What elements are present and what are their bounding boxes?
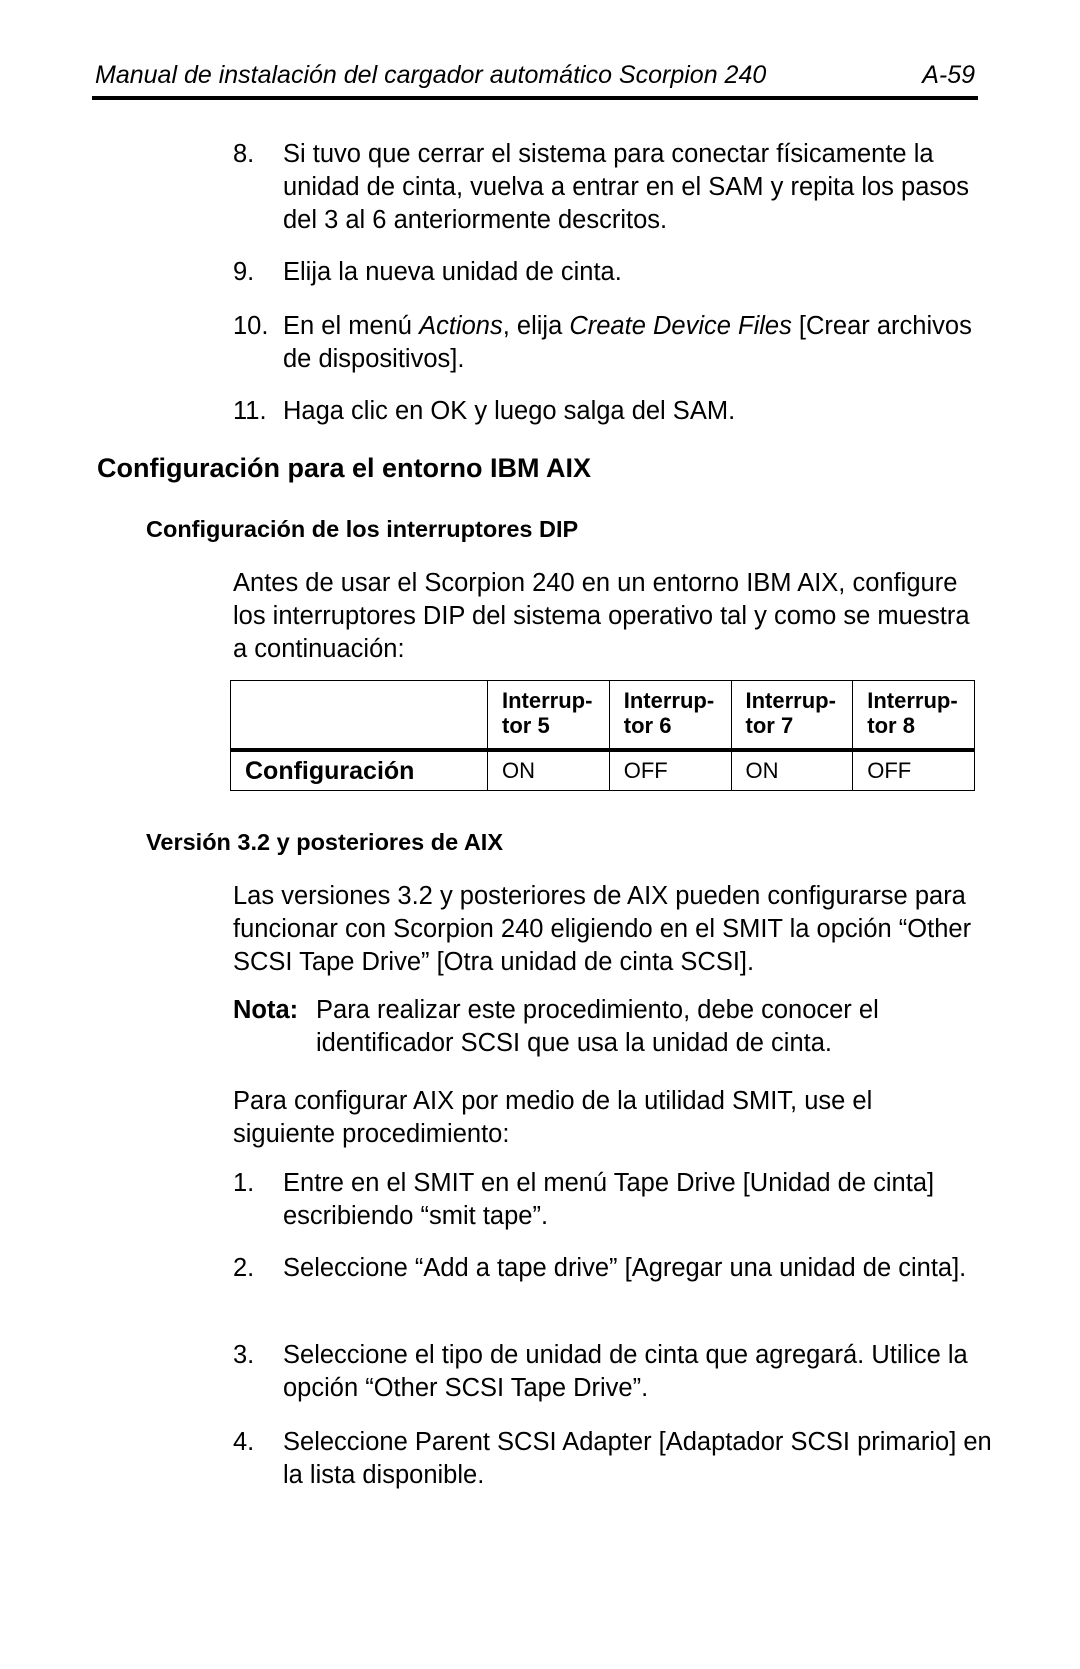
note-text: Para realizar este procedimiento, debe conocer el identificador SCSI que usa la unidad de cinta. (316, 996, 879, 1057)
text-run: [Crear archivos de dispositivos]. (283, 312, 972, 373)
dip-intro: Antes de usar el Scorpion 240 en un entorno IBM AIX, configure los interruptores DIP del sistema operativo tal y como se muestra a continuación: (233, 569, 970, 663)
text-run: En el menú (283, 312, 420, 340)
subsection-heading: Versión 3.2 y posteriores de AIX (146, 829, 503, 855)
table-cell: ON (488, 750, 610, 791)
menu-name: Actions (419, 312, 503, 340)
aix-paragraph: Para configurar AIX por medio de la utilidad SMIT, use el siguiente procedimiento: (233, 1087, 873, 1148)
list-text: Si tuvo que cerrar el sistema para conectar físicamente la unidad de cinta, vuelva a entrar en el SAM y repita los pasos del 3 al 6 anteriormente descritos. (283, 140, 970, 234)
list-text (283, 310, 1003, 376)
list-number: 10. (233, 312, 269, 340)
list-number: 11. (233, 397, 267, 425)
list-number: 2. (233, 1254, 255, 1282)
list-text: Entre en el SMIT en el menú Tape Drive [Unidad de cinta] escribiendo “smit tape”. (283, 1169, 935, 1230)
list-number: 8. (233, 140, 255, 168)
table-cell: ON (731, 750, 853, 791)
command-name: Create Device Files (569, 312, 792, 340)
header-rule (92, 96, 978, 100)
list-number: 1. (233, 1169, 255, 1197)
list-number: 3. (233, 1341, 255, 1369)
row-label: Configuración (231, 750, 488, 791)
aix-paragraph: Las versiones 3.2 y posteriores de AIX pueden configurarse para funcionar con Scorpion 240 eligiendo en el SMIT la opción “Other SCSI Tape Drive” [Otra unidad de cinta SCSI]. (233, 882, 972, 976)
list-number: 9. (233, 258, 255, 286)
table-row (231, 750, 975, 791)
subsection-heading: Configuración de los interruptores DIP (146, 516, 579, 542)
note-label: Nota: (233, 996, 299, 1024)
list-text: Seleccione “Add a tape drive” [Agregar una unidad de cinta]. (283, 1254, 967, 1282)
table-header-cell: Interrup- tor 7 (731, 681, 853, 751)
table-cell: OFF (609, 750, 731, 791)
list-text: Seleccione Parent SCSI Adapter [Adaptador SCSI primario] en la lista disponible. (283, 1428, 992, 1489)
page-number: A-59 (922, 61, 975, 89)
table-header-cell: Interrup- tor 5 (488, 681, 610, 751)
text-run: , elija (502, 312, 570, 340)
list-text: Seleccione el tipo de unidad de cinta que agregará. Utilice la opción “Other SCSI Tape Drive”. (283, 1341, 968, 1402)
table-header-cell: Interrup- tor 8 (853, 681, 975, 751)
table-header-cell: Interrup- tor 6 (609, 681, 731, 751)
dip-switch-table (230, 680, 975, 791)
running-header (95, 60, 975, 96)
table-header-row (231, 681, 975, 751)
header-title: Manual de instalación del cargador automático Scorpion 240 (95, 61, 767, 89)
list-text: Elija la nueva unidad de cinta. (283, 258, 622, 286)
list-number: 4. (233, 1428, 255, 1456)
section-title: Configuración para el entorno IBM AIX (97, 453, 592, 483)
list-text: Haga clic en OK y luego salga del SAM. (283, 397, 736, 425)
table-cell: OFF (853, 750, 975, 791)
table-header-cell (231, 681, 488, 751)
